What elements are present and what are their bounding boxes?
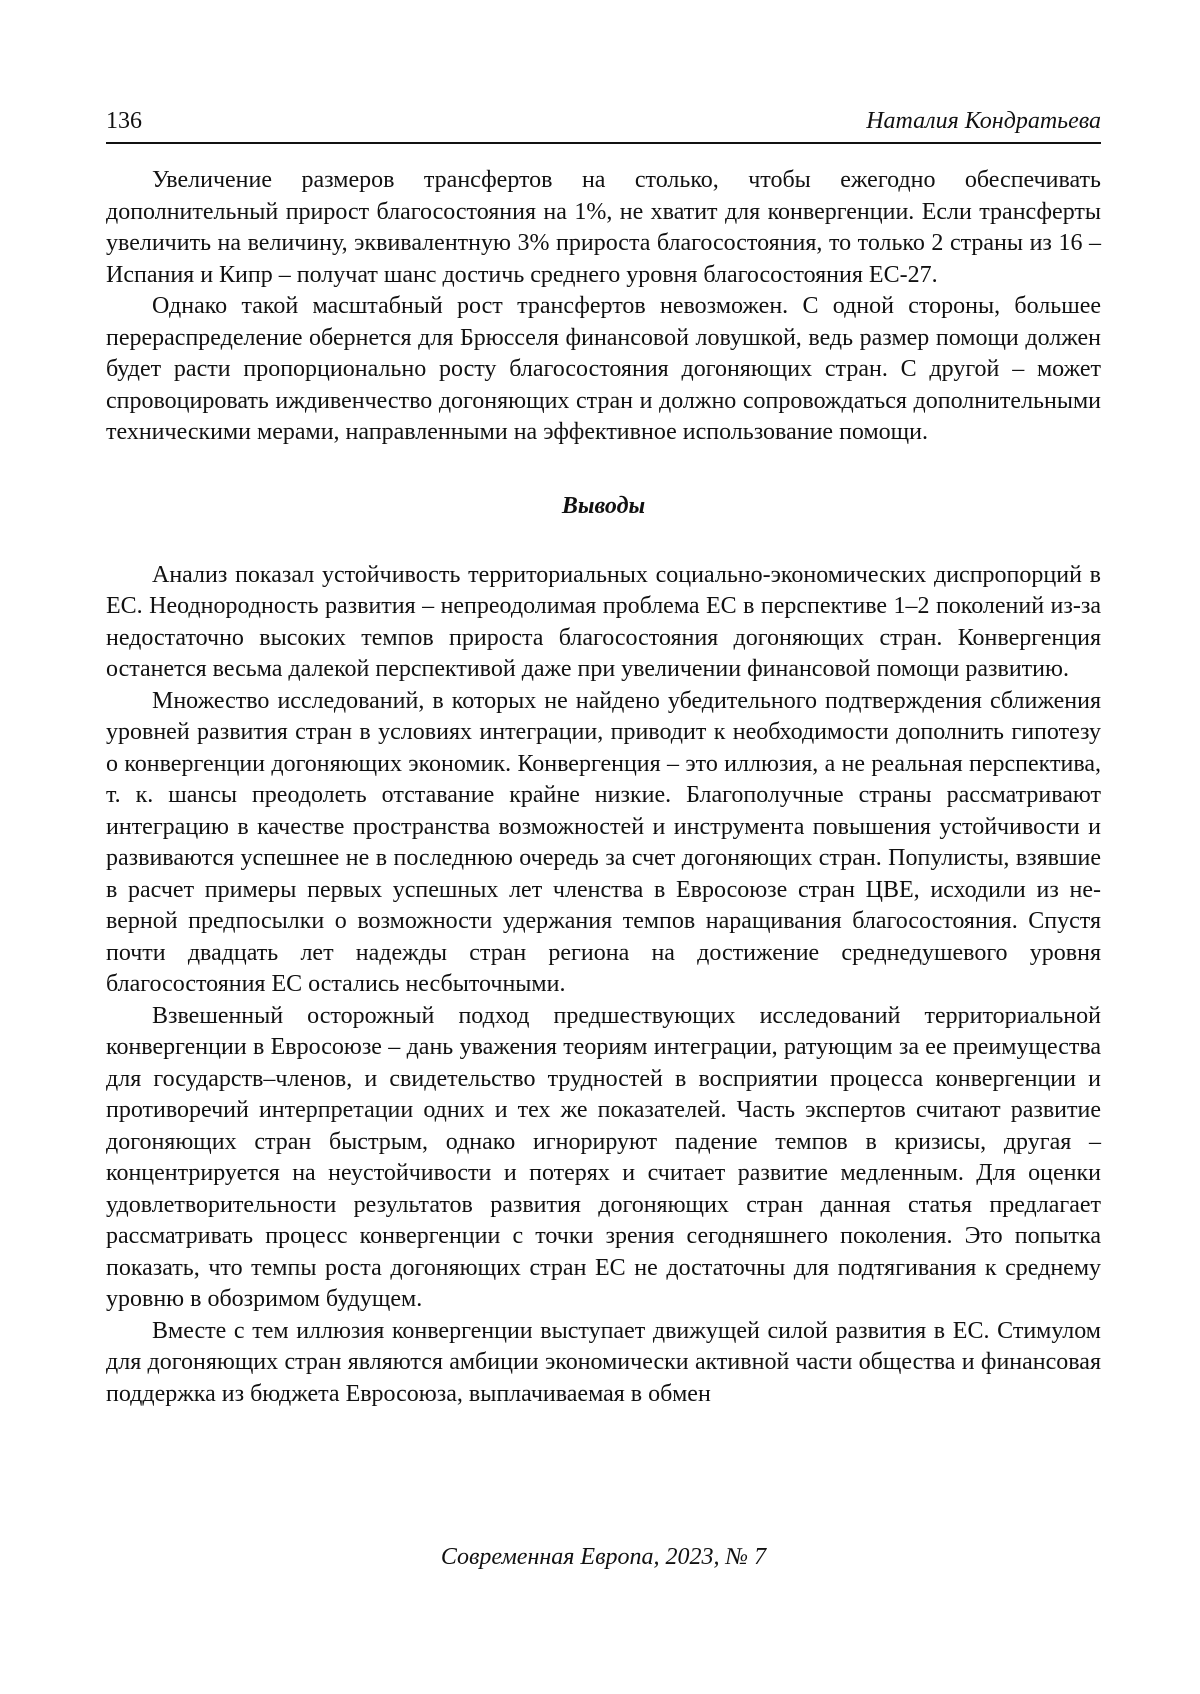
paragraph: Вместе с тем иллюзия конвергенции выступает движущей силой развития в ЕС. Стимулом для догоняющих стран являются амбиции экономически активной части общества и финансовая поддержка из бюджета Евросоюза, выплачиваемая в обмен [106, 1317, 1101, 1407]
paragraph: Множество исследований, в которых не найдено убедительного подтверждения сближения уровней развития стран в условиях интеграции, приводит к необходимости дополнить гипотезу о конвергенции догоняющих экономик. Конвергенция – это иллюзия, а не реальная перспектива, т. к. шансы преодолеть отставание крайне низкие. Благополучные страны рассматривают интеграцию в качестве пространства возможностей и инструмента повышения устойчивости и развиваются успешнее не в последнюю очередь за счет догоняющих стран. Популисты, взявшие в расчет примеры первых успешных лет членства в Евросоюзе стран ЦВЕ, исходили из неверной предпосылки о возможности удержания темпов наращивания благосостояния. Спустя почти двадцать лет надежды стран региона на достижение среднедушевого уровня благосостояния ЕС остались несбыточными. [106, 687, 1101, 997]
paragraph: Анализ показал устойчивость территориальных социально-экономических диспропорций в ЕС. Неоднородность развития – непреодолимая проблема ЕС в перспективе 1–2 поколений из-за недостаточно высоких темпов прироста благосостояния догоняющих стран. Конвергенция останется весьма далекой перспективой даже при увеличении финансовой помощи развитию. [106, 561, 1101, 682]
journal-footer: Современная Европа, 2023, № 7 [440, 1544, 767, 1570]
running-head [106, 106, 1101, 136]
paragraph: Увеличение размеров трансфертов на столько, чтобы ежегодно обеспечивать дополнительный прирост благосостояния на 1%, не хватит для конвергенции. Если трансферты увеличить на величину, эквивалентную 3% прироста благосостояния, то только 2 страны из 16 – Испания и Кипр – получат шанс достичь среднего уровня благосостояния ЕС-27. [106, 167, 1101, 288]
header-rule [106, 142, 1101, 144]
article-body [106, 165, 1101, 1410]
paragraph: Однако такой масштабный рост трансфертов невозможен. С одной стороны, большее перераспределение обернется для Брюсселя финансовой ловушкой, ведь размер помощи должен будет расти пропорционально росту благосостояния догоняющих стран. С другой – может спровоцировать иждивенчество догоняющих стран и должно сопровождаться дополнительными техническими мерами, направленными на эффективное использование помощи. [106, 293, 1101, 445]
section-title: Выводы [561, 492, 646, 519]
paragraph: Взвешенный осторожный подход предшествующих исследований территориальной конвергенции в Евросоюзе – дань уважения теориям интеграции, ратующим за ее преимущества для государств–членов, и свидетельство трудностей в восприятии процесса конвергенции и противоречий интерпретации одних и тех же показателей. Часть экспертов считают развитие догоняющих стран быстрым, однако игнорируют падение темпов в кризисы, другая – концентрируется на неустойчивости и потерях и считает развитие медленным. Для оценки удовлетворительности результатов развития догоняющих стран данная статья предлагает рассматривать процесс конвергенции с точки зрения сегодняшнего поколения. Это попытка показать, что темпы роста догоняющих стран ЕС не достаточны для подтягивания к среднему уровню в обозримом будущем. [106, 1002, 1101, 1312]
author-name: Наталия Кондратьева [866, 108, 1101, 134]
page-number: 136 [106, 108, 142, 134]
